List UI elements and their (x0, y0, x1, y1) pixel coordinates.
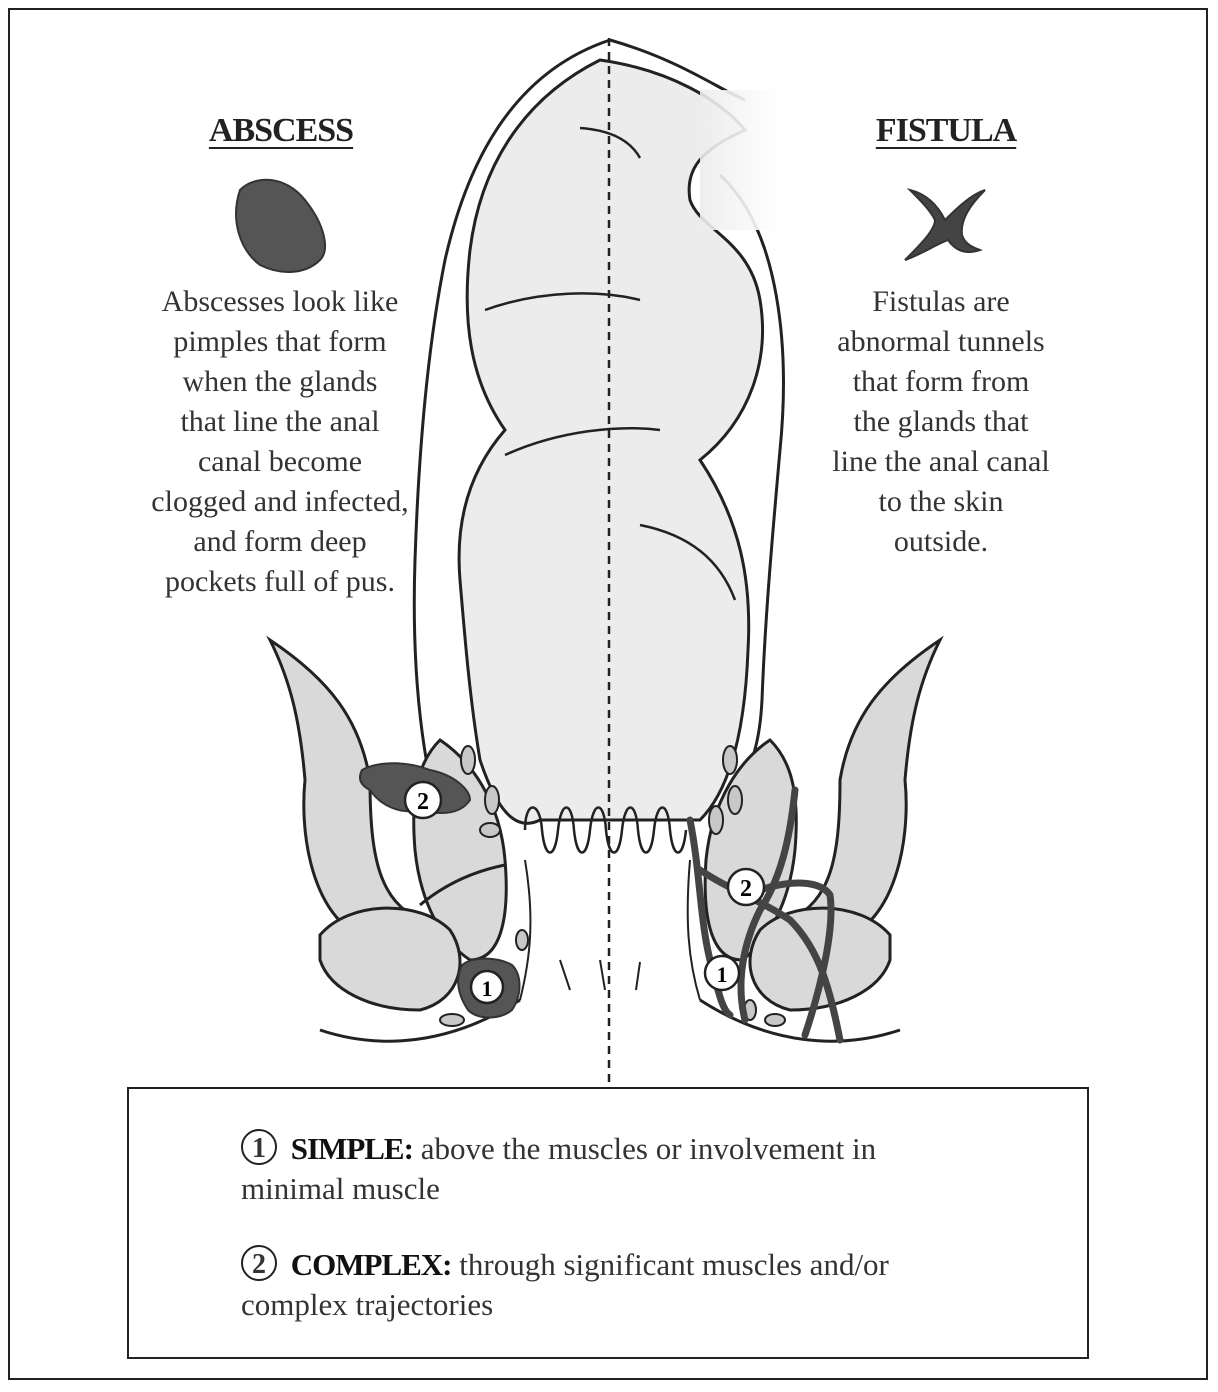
abscess-title: ABSCESS (208, 112, 354, 149)
legend-number-badge: 1 (241, 1129, 277, 1165)
svg-text:2: 2 (417, 789, 429, 815)
fistula-description (806, 282, 1076, 562)
legend-text: through significant muscles and/or (459, 1247, 889, 1282)
svg-text:1: 1 (716, 962, 728, 987)
fistula-description-line: Fistulas are (872, 285, 1010, 318)
abscess-icon (236, 180, 325, 272)
legend-text: complex trajectories (241, 1287, 494, 1322)
abscess-description-line: canal become (197, 445, 363, 478)
fistula-description-line: to the skin (878, 485, 1004, 518)
fistula-title: FISTULA (875, 112, 1017, 149)
abscess-description-line: pockets full of pus. (165, 565, 395, 598)
legend-number-badge: 2 (241, 1245, 277, 1281)
abscess-description-line: when the glands (182, 365, 378, 398)
fistula-description-line: that form from (852, 365, 1030, 398)
legend-text: minimal muscle (241, 1171, 440, 1206)
abscess-description-line: Abscesses look like (161, 285, 399, 318)
abscess-description (130, 282, 430, 602)
marker-abscess-1 (471, 971, 503, 1003)
legend-text: above the muscles or involvement in (420, 1131, 877, 1166)
legend-box (127, 1087, 1089, 1359)
legend-term: SIMPLE: (290, 1131, 413, 1166)
upper-right-fade (700, 90, 780, 230)
marker-fistula-2 (728, 869, 764, 905)
legend-complex (241, 1245, 1001, 1325)
marker-fistula-1 (705, 956, 739, 990)
legend-simple (241, 1129, 1001, 1209)
fistula-description-line: line the anal canal (832, 445, 1050, 478)
fistula-description-line: outside. (893, 525, 989, 558)
fistula-description-line: abnormal tunnels (837, 325, 1045, 358)
abscess-description-line: that line the anal (180, 405, 380, 438)
svg-text:1: 1 (481, 976, 493, 1001)
left-external-sphincter (320, 908, 460, 1010)
fistula-description-line: the glands that (853, 405, 1029, 438)
abscess-description-line: pimples that form (173, 325, 387, 358)
marker-abscess-2 (405, 782, 441, 818)
abscess-description-line: and form deep (193, 525, 367, 558)
svg-text:2: 2 (740, 876, 752, 902)
fistula-icon (905, 190, 985, 260)
legend-term: COMPLEX: (290, 1247, 452, 1282)
abscess-description-line: clogged and infected, (151, 485, 409, 518)
